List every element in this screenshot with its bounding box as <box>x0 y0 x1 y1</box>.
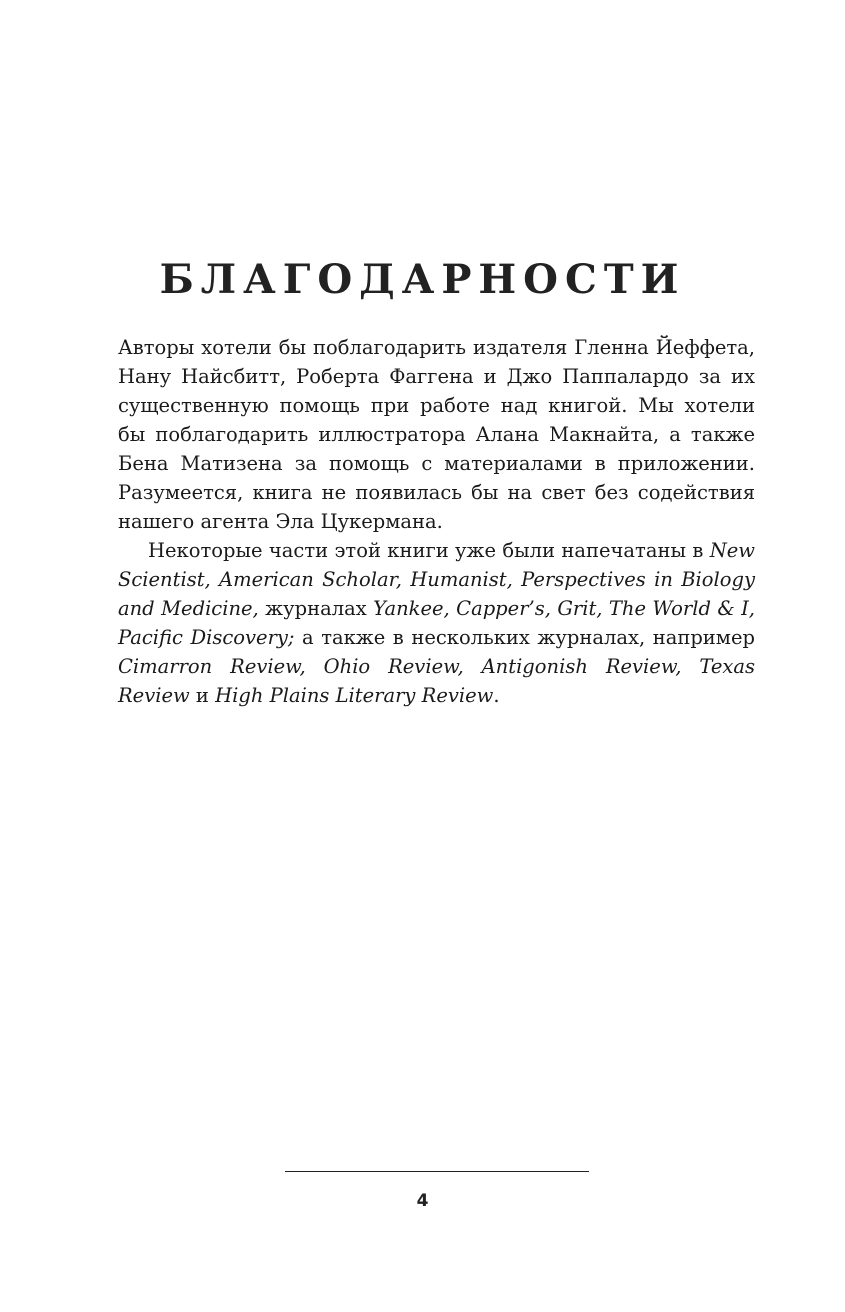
acknowledgments-paragraph-2 <box>118 536 755 710</box>
acknowledgments-paragraph-1: Авторы хотели бы поблагодарить издателя Гленна Йеффета, Нану Найсбитт, Роберта Фаггена и Джо Паппалардо за их существенную помощь при работе над книгой. Мы хотели бы поблагодарить иллюстратора Алана Макнайта, а также Бена Матизена за помощь с материалами в приложении. Разумеется, книга не появилась бы на свет без содействия нашего агента Эла Цукермана. <box>118 336 755 533</box>
body-text <box>118 333 755 710</box>
publication-list-3: Cimarron Review, Ohio Review, Antigonish Review, Texas Review <box>118 655 755 707</box>
page-title: БЛАГОДАРНОСТИ <box>159 256 686 303</box>
paragraph-2-text-3: а также в нескольких журналах, например <box>294 626 755 649</box>
publication-list-2: Yankee, Capper’s, Grit, The World & I, Pacific Discovery; <box>118 597 755 649</box>
publication-list-4: High Plains Literary Review <box>215 684 494 707</box>
paragraph-2-text-5: . <box>493 684 500 707</box>
publication-list-1: New Scientist, American Scholar, Humanist, Perspectives in Biology and Medicine, <box>118 539 755 620</box>
paragraph-2-text-2: журналах <box>258 597 374 620</box>
page-number: 4 <box>416 1191 429 1211</box>
paragraph-2-text-4: и <box>189 684 216 707</box>
paragraph-2-text-1: Некоторые части этой книги уже были напечатаны в <box>148 539 710 562</box>
footer-divider <box>285 1171 589 1172</box>
